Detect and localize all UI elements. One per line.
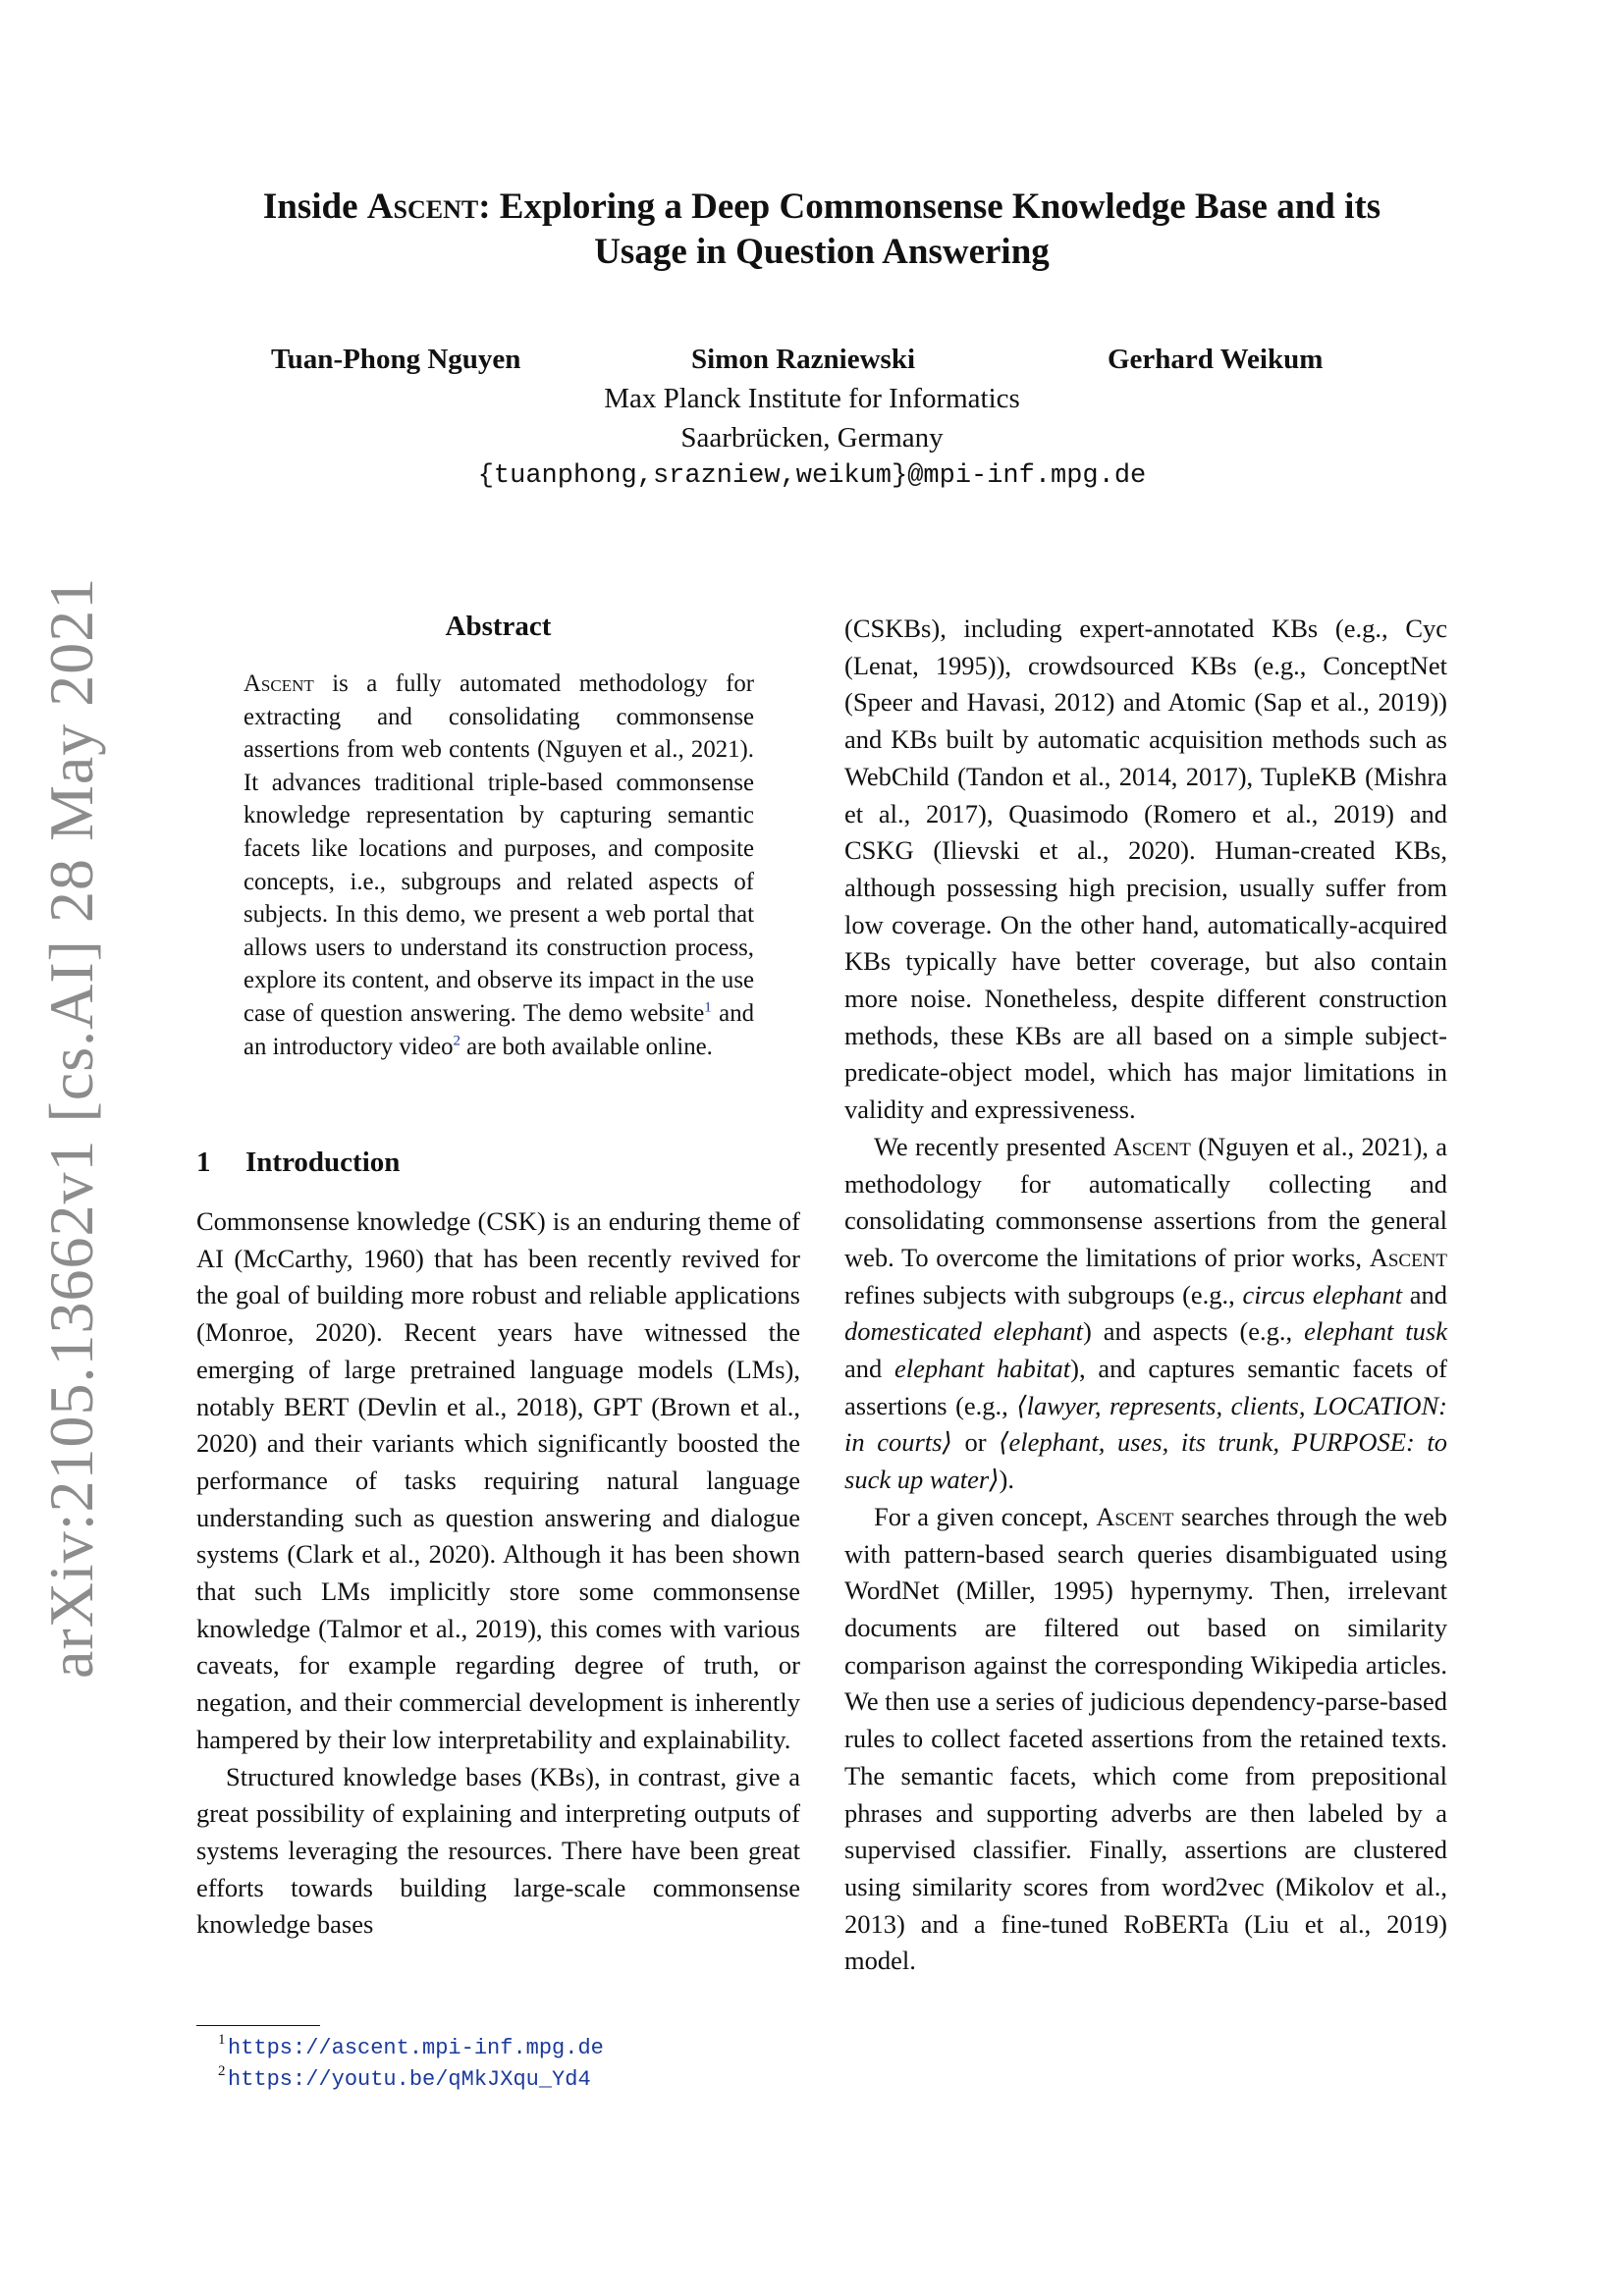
author-1: Tuan-Phong Nguyen — [271, 344, 521, 375]
affiliation-location: Saarbrücken, Germany — [680, 422, 944, 454]
footnote-1: 1 https://ascent.mpi-inf.mpg.de — [218, 2032, 604, 2060]
left-column — [196, 1203, 800, 1944]
system-name: Ascent — [1112, 1131, 1191, 1161]
abstract-text: Ascent is a fully automated methodology for extracting and consolidating commonsense assertions from web contents (Nguyen et al., 2021). It advances traditional triple-based commonsense knowledge representation by capturing semantic facets like locations and purposes, and composite concepts, i.e., subgroups and related aspects of subjects. In this demo, we present a web portal that allows users to understand its construction process, explore its content, and observe its impact in the use case of question answering. The demo website$^1$ and an introductory video$^2$ are both available online. — [244, 670, 754, 1060]
right-paragraph-3: For a given concept, Ascent searches through the web with pattern-based search queries disambiguated using WordNet (Miller, 1995) hypernymy. Then, irrelevant documents are filtered out based on similarity comparison against the corresponding Wikipedia articles. We then use a series of judicious dependency-parse-based rules to collect faceted assertions from the retained texts. The semantic facets, which come from prepositional phrases and supporting adverbs are then labeled by a supervised classifier. Finally, assertions are clustered using similarity scores from word2vec (Mikolov et al., 2013) and a fine-tuned RoBERTa (Liu et al., 2019) model. — [844, 1501, 1447, 1976]
right-paragraph-1: (CSKBs), including expert-annotated KBs (e.g., Cyc (Lenat, 1995)), crowdsourced KBs (e.g., ConceptNet (Speer and Havasi, 2012) and Atomic (Sap et al., 2019)) and KBs built by automatic acquisition methods such as WebChild (Tandon et al., 2014, 2017), TupleKB (Mishra et al., 2017), Quasimodo (Romero et al., 2019) and CSKG (Ilievski et al., 2020). Human-created KBs, although possessing high precision, usually suffer from low coverage. On the other hand, automatically-acquired KBs typically have better coverage, but also contain more noise. Nonetheless, despite different construction methods, these KBs are all based on a simple subject-predicate-object model, which has major limitations in validity and expressiveness. — [844, 614, 1447, 1125]
system-name: Ascent — [244, 670, 314, 697]
footnote-2: 2 https://youtu.be/qMkJXqu_Yd4 — [218, 2063, 591, 2092]
right-paragraph-2: We recently presented Ascent (Nguyen et al., 2021), a methodology for automatically collecting and consolidating commonsense assertions from the general web. To overcome the limitations of prior works, Ascent refines subjects with subgroups (e.g., circus elephant and domesticated elephant) and aspects (e.g., elephant tusk and elephant habitat), and captures semantic facets of assertions (e.g., ⟨lawyer, represents, clients, LOCATION: in courts⟩ or ⟨elephant, uses, its trunk, PURPOSE: to suck up water⟩). — [844, 1131, 1448, 1495]
abstract-heading: Abstract — [445, 611, 552, 642]
author-3: Gerhard Weikum — [1108, 344, 1324, 375]
footnote-divider — [196, 2025, 320, 2026]
intro-paragraph-1: Commonsense knowledge (CSK) is an enduring theme of AI (McCarthy, 1960) that has been recently revived for the goal of building more robust and reliable applications (Monroe, 2020). Recent years have witnessed the emerging of large pretrained language models (LMs), notably BERT (Devlin et al., 2018), GPT (Brown et al., 2020) and their variants which significantly boosted the performance of tasks requiring natural language understanding such as question answering and dialogue systems (Clark et al., 2020). Although it has been shown that such LMs implicitly store some commonsense knowledge (Talmor et al., 2019), this comes with various caveats, for example regarding degree of truth, or negation, and their commercial development is inherently hampered by their low interpretability and explainability. — [196, 1206, 800, 1754]
author-emails: {tuanphong,srazniew,weikum}@mpi-inf.mpg.de — [477, 461, 1147, 491]
system-name: Ascent — [1096, 1501, 1174, 1531]
arxiv-identifier: arXiv:2105.13662v1 [cs.AI] 28 May 2021 — [36, 576, 106, 1679]
footnote-1-link[interactable]: https://ascent.mpi-inf.mpg.de — [228, 2036, 604, 2060]
intro-paragraph-2: Structured knowledge bases (KBs), in contrast, give a great possibility of explaining and interpreting outputs of systems leveraging the resources. There have been great efforts towards building large-scale commonsense knowledge bases — [196, 1761, 800, 1940]
footnote-2-link[interactable]: https://youtu.be/qMkJXqu_Yd4 — [228, 2067, 591, 2092]
footnote-mark-2[interactable]: 2 — [453, 1033, 460, 1049]
footnote-mark-1[interactable]: 1 — [704, 999, 712, 1016]
section-title: Introduction — [245, 1147, 401, 1178]
title-rest: : Exploring a Deep Commonsense Knowledge Base and its — [478, 187, 1381, 227]
affiliation-institute: Max Planck Institute for Informatics — [604, 383, 1020, 414]
system-name: Ascent — [1369, 1242, 1447, 1272]
right-column — [844, 611, 1447, 1980]
title-system-name: Ascent — [366, 187, 479, 227]
paper-title — [137, 185, 1506, 275]
author-2: Simon Razniewski — [691, 344, 916, 375]
section-heading-introduction — [196, 1147, 400, 1179]
title-prefix: Inside — [262, 187, 367, 227]
title-line2: Usage in Question Answering — [594, 232, 1050, 272]
section-number: 1 — [196, 1147, 211, 1178]
